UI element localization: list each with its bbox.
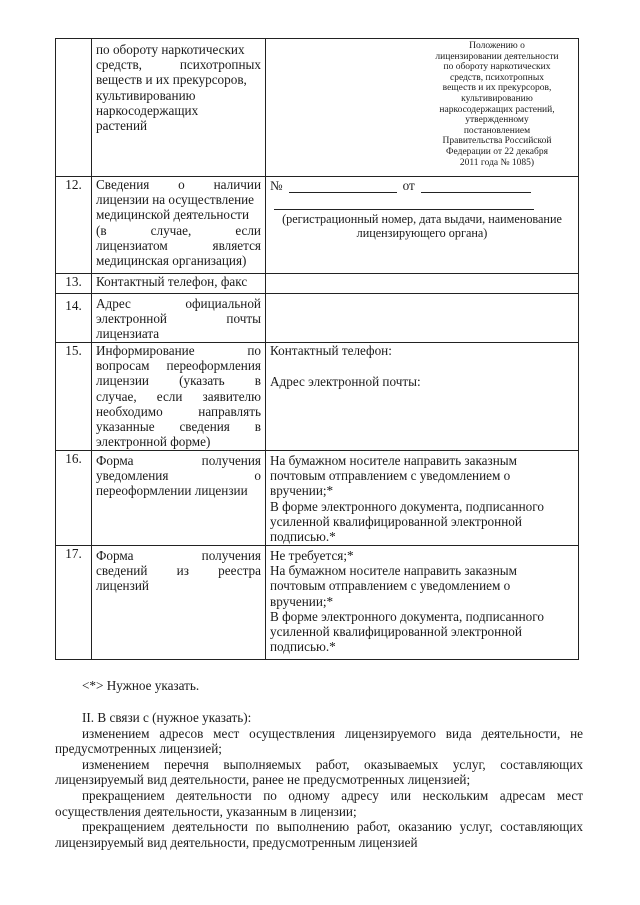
- table-row: [56, 343, 579, 451]
- license-caption: (регистрационный номер, дата выдачи, наименование лицензирующего органа): [282, 212, 562, 241]
- row-label: Информирование по вопросам переоформления лицензии (указать в случае, если заявителю необходимо направлять указанные сведения в электронной форме): [92, 343, 266, 451]
- official-email-field[interactable]: [266, 294, 579, 343]
- row-number: 17.: [56, 546, 92, 660]
- row-number: 16.: [56, 451, 92, 546]
- registry-form-options[interactable]: Не требуется;* На бумажном носителе направить заказным почтовым отправлением с уведомлением о вручении;* В форме электронного документа, подписанного усиленной квалифицированной электронной подписью.*: [266, 546, 579, 660]
- contact-phone-fax-field[interactable]: [266, 274, 579, 294]
- notification-form-options[interactable]: На бумажном носителе направить заказным почтовым отправлением с уведомлением о вручении;* В форме электронного документа, подписанного усиленной квалифицированной электронной подписью.*: [266, 451, 579, 546]
- table-row: [56, 451, 579, 546]
- email-address-label: Адрес электронной почты:: [270, 374, 421, 390]
- notification-contacts-field[interactable]: [266, 343, 579, 451]
- row-number: 13.: [56, 274, 92, 294]
- list-item: изменением перечня выполняемых работ, оказываемых услуг, составляющих лицензируемый вид деятельности, ранее не предусмотренных лицензией;: [55, 756, 583, 788]
- row-label: Форма получения сведений из реестра лицензий: [92, 546, 266, 660]
- license-info-field[interactable]: [266, 177, 579, 274]
- row-label: по обороту наркотических средств, психотропных веществ и их прекурсоров, культивированию наркосодержащих растений: [92, 39, 266, 177]
- list-item: прекращением деятельности по выполнению работ, оказанию услуг, составляющих лицензируемый вид деятельности, предусмотренным лицензией: [55, 819, 583, 850]
- row-label: Форма получения уведомления о переоформлении лицензии: [92, 451, 266, 546]
- number-sign: №: [270, 178, 283, 193]
- section-heading: II. В связи с (нужное указать):: [82, 710, 252, 725]
- table-row: [56, 546, 579, 660]
- list-item: изменением адресов мест осуществления лицензируемого вида деятельности, не предусмотренных лицензией;: [55, 725, 583, 757]
- row-number: 12.: [56, 177, 92, 274]
- table-row: [56, 294, 579, 343]
- footnote-block: [55, 678, 583, 694]
- row-number: [56, 39, 92, 177]
- row-number: 14.: [56, 294, 92, 343]
- license-number-line: [270, 178, 574, 193]
- row-note: [266, 39, 579, 177]
- section-2: [55, 710, 583, 850]
- table-row: [56, 177, 579, 274]
- row-number: 15.: [56, 343, 92, 451]
- regulation-note: Положению о лицензировании деятельности по обороту наркотических средств, психотропных веществ и их прекурсоров, культивированию наркосодержащих растений, утвержденному постановлением Правительства Российской Федерации от 22 декабря 2011 года № 1085): [435, 41, 559, 168]
- row-label: Адрес официальной электронной почты лицензиата: [92, 294, 266, 343]
- contact-phone-label: Контактный телефон:: [270, 343, 392, 358]
- list-item: прекращением деятельности по одному адресу или нескольким адресам мест осуществления деятельности, указанным в лицензии;: [55, 787, 583, 819]
- from-label: от: [402, 178, 415, 193]
- row-label: Сведения о наличии лицензии на осуществление медицинской деятельности (в случае, если лицензиатом является медицинская организация): [92, 177, 266, 274]
- application-table: [55, 38, 579, 660]
- footnote: <*> Нужное указать.: [82, 678, 200, 693]
- table-row: [56, 274, 579, 294]
- table-row: [56, 39, 579, 177]
- row-label: Контактный телефон, факс: [92, 274, 266, 294]
